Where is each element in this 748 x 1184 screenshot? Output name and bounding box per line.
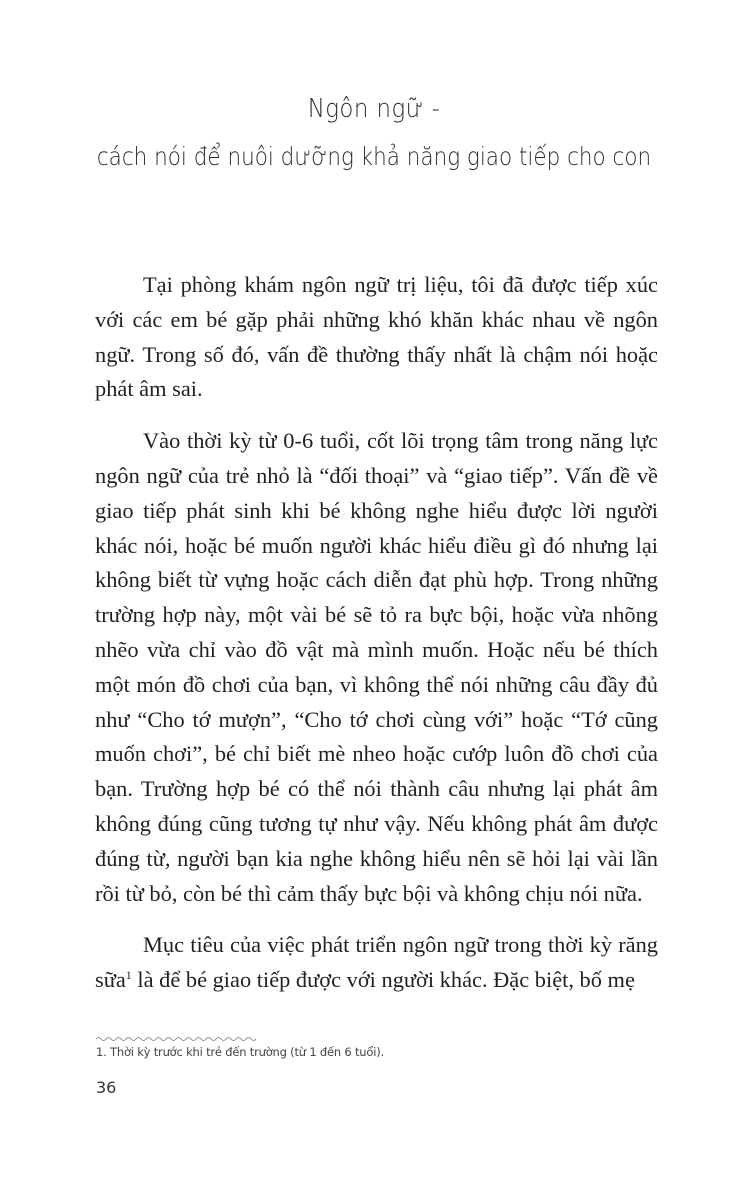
footnote-wavy-divider xyxy=(96,1036,256,1042)
chapter-title-line2: cách nói để nuôi dưỡng khả năng giao tiếp cho con xyxy=(96,142,652,171)
footnote-marker: 1 xyxy=(125,968,132,983)
chapter-title xyxy=(0,92,748,174)
paragraph xyxy=(95,928,658,998)
paragraph-text: là để bé giao tiếp được với người khác. Đặc biệt, bố mẹ xyxy=(131,967,635,993)
paragraph: Tại phòng khám ngôn ngữ trị liệu, tôi đã được tiếp xúc với các em bé gặp phải những khó khăn khác nhau về ngôn ngữ. Trong số đó, vấn đề thường thấy nhất là chậm nói hoặc phát âm sai. xyxy=(95,272,658,402)
footnote: 1. Thời kỳ trước khi trẻ đến trường (từ 1 đến 6 tuổi). xyxy=(96,1045,384,1059)
chapter-title-line1: Ngôn ngữ - xyxy=(307,94,441,124)
paragraph: Vào thời kỳ từ 0-6 tuổi, cốt lõi trọng tâm trong năng lực ngôn ngữ của trẻ nhỏ là “đối thoại” và “giao tiếp”. Vấn đề về giao tiếp phát sinh khi bé không nghe hiểu được lời người khác nói, hoặc bé muốn người khác hiểu điều gì đó nhưng lại không biết từ vựng hoặc cách diễn đạt phù hợp. Trong những trường hợp này, một vài bé sẽ tỏ ra bực bội, hoặc vừa nhõng nhẽo vừa chỉ vào đồ vật mà mình muốn. Hoặc nếu bé thích một món đồ chơi của bạn, vì không thể nói những câu đầy đủ như “Cho tớ mượn”, “Cho tớ chơi cùng với” hoặc “Tớ cũng muốn chơi”, bé chỉ biết mè nheo hoặc cướp luôn đồ chơi của bạn. Trường hợp bé có thể nói thành câu nhưng lại phát âm không đúng cũng tương tự như vậy. Nếu không phát âm được đúng từ, người bạn kia nghe không hiểu nên sẽ hỏi lại vài lần rồi từ bỏ, còn bé thì cảm thấy bực bội và không chịu nói nữa. xyxy=(95,428,658,906)
body-text xyxy=(95,268,658,1015)
page-number: 36 xyxy=(96,1078,117,1097)
paragraph-text: Mục tiêu của việc phát triển ngôn ngữ trong thời kỳ răng sữa xyxy=(95,932,658,993)
